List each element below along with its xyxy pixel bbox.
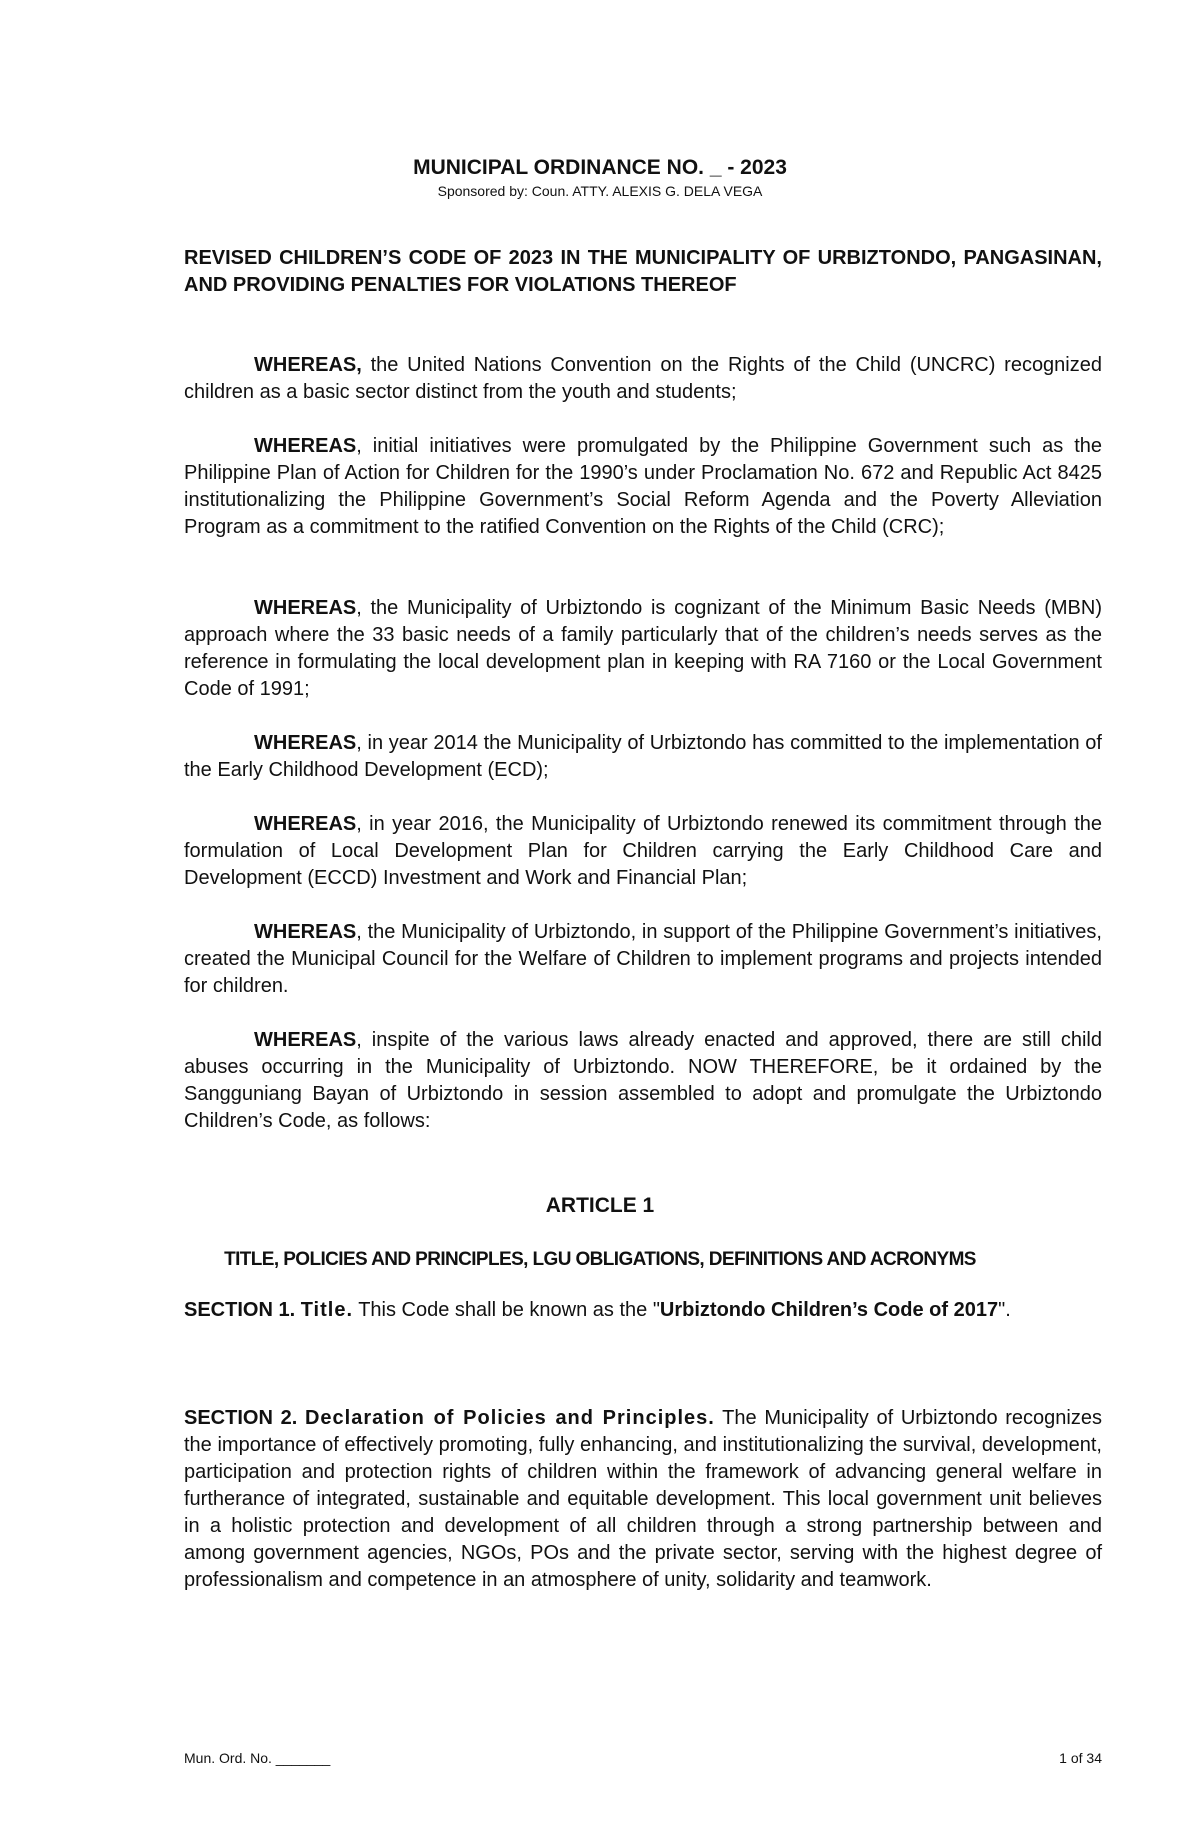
whereas-text: , the Municipality of Urbiztondo, in support of the Philippine Government’s initiatives, created the Municipal Council for the Welfare of Children to implement programs and projects intended for children. [184, 921, 1102, 997]
section-2-name: Declaration of Policies and Principles. [304, 1407, 715, 1429]
code-name: Urbiztondo Children’s Code of 2017 [659, 1299, 999, 1321]
whereas-clause-5 [184, 811, 1102, 892]
whereas-text: the United Nations Convention on the Rights of the Child (UNCRC) recognized children as a basic sector distinct from the youth and students; [184, 354, 1102, 403]
whereas-lead: WHEREAS [254, 813, 357, 835]
whereas-clause-2 [184, 433, 1102, 541]
whereas-text: , in year 2014 the Municipality of Urbiztondo has committed to the implementation of the Early Childhood Development (ECD); [184, 732, 1102, 781]
whereas-text: , inspite of the various laws already enacted and approved, there are still child abuses occurring in the Municipality of Urbiztondo. NOW THEREFORE, be it ordained by the Sangguniang Bayan of Urbiztondo in session assembled to adopt and promulgate the Urbiztondo Children’s Code, as follows: [184, 1029, 1102, 1132]
footer-page-number: 1 of 34 [1059, 1750, 1102, 1766]
section-1-text-end: ". [998, 1299, 1011, 1321]
section-1-text: This Code shall be known as the " [353, 1299, 660, 1321]
sponsor-line: Sponsored by: Coun. ATTY. ALEXIS G. DELA VEGA [437, 183, 763, 199]
whereas-lead: WHEREAS [254, 1029, 357, 1051]
whereas-text: , the Municipality of Urbiztondo is cognizant of the Minimum Basic Needs (MBN) approach where the 33 basic needs of a family particularly that of the children’s needs serves as the reference in formulating the local development plan in keeping with RA 7160 or the Local Government Code of 1991; [184, 597, 1102, 700]
footer-ordinance-number: Mun. Ord. No. _______ [184, 1750, 331, 1766]
article-heading: ARTICLE 1 [545, 1194, 655, 1217]
section-1-name: Title. [300, 1299, 354, 1321]
whereas-lead: WHEREAS [254, 435, 357, 457]
section-2 [184, 1405, 1102, 1594]
whereas-lead: WHEREAS [254, 597, 357, 619]
whereas-text: , initial initiatives were promulgated by the Philippine Government such as the Philippine Plan of Action for Children for the 1990’s under Proclamation No. 672 and Republic Act 8425 institutionalizing the Philippine Government’s Social Reform Agenda and the Poverty Alleviation Program as a commitment to the ratified Convention on the Rights of the Child (CRC); [184, 435, 1102, 538]
article-subtitle: TITLE, POLICIES AND PRINCIPLES, LGU OBLIGATIONS, DEFINITIONS AND ACRONYMS [224, 1249, 976, 1270]
section-1 [184, 1297, 1102, 1324]
whereas-clause-4 [184, 730, 1102, 784]
ordinance-number-title: MUNICIPAL ORDINANCE NO. _ - 2023 [413, 156, 787, 179]
whereas-lead: WHEREAS [254, 921, 357, 943]
whereas-lead: WHEREAS [254, 732, 357, 754]
whereas-clause-6 [184, 919, 1102, 1000]
section-2-head: SECTION 2. [184, 1407, 305, 1429]
whereas-lead: WHEREAS, [254, 354, 362, 376]
whereas-clause-1 [184, 352, 1102, 406]
whereas-clause-3 [184, 595, 1102, 703]
section-1-head: SECTION 1. [184, 1299, 301, 1321]
section-2-text: The Municipality of Urbiztondo recognizes the importance of effectively promoting, fully enhancing, and institutionalizing the survival, development, participation and protection rights of children within the framework of advancing general welfare in furtherance of integrated, sustainable and equitable development. This local government unit believes in a holistic protection and development of all children through a strong partnership between and among government agencies, NGOs, POs and the private sector, serving with the highest degree of professionalism and competence in an atmosphere of unity, solidarity and teamwork. [184, 1407, 1102, 1591]
whereas-text: , in year 2016, the Municipality of Urbiztondo renewed its commitment through the formulation of Local Development Plan for Children carrying the Early Childhood Care and Development (ECCD) Investment and Work and Financial Plan; [184, 813, 1102, 889]
ordinance-title: REVISED CHILDREN’S CODE OF 2023 IN THE MUNICIPALITY OF URBIZTONDO, PANGASINAN, AND PROVIDING PENALTIES FOR VIOLATIONS THEREOF [184, 247, 1102, 296]
whereas-clause-7 [184, 1027, 1102, 1135]
